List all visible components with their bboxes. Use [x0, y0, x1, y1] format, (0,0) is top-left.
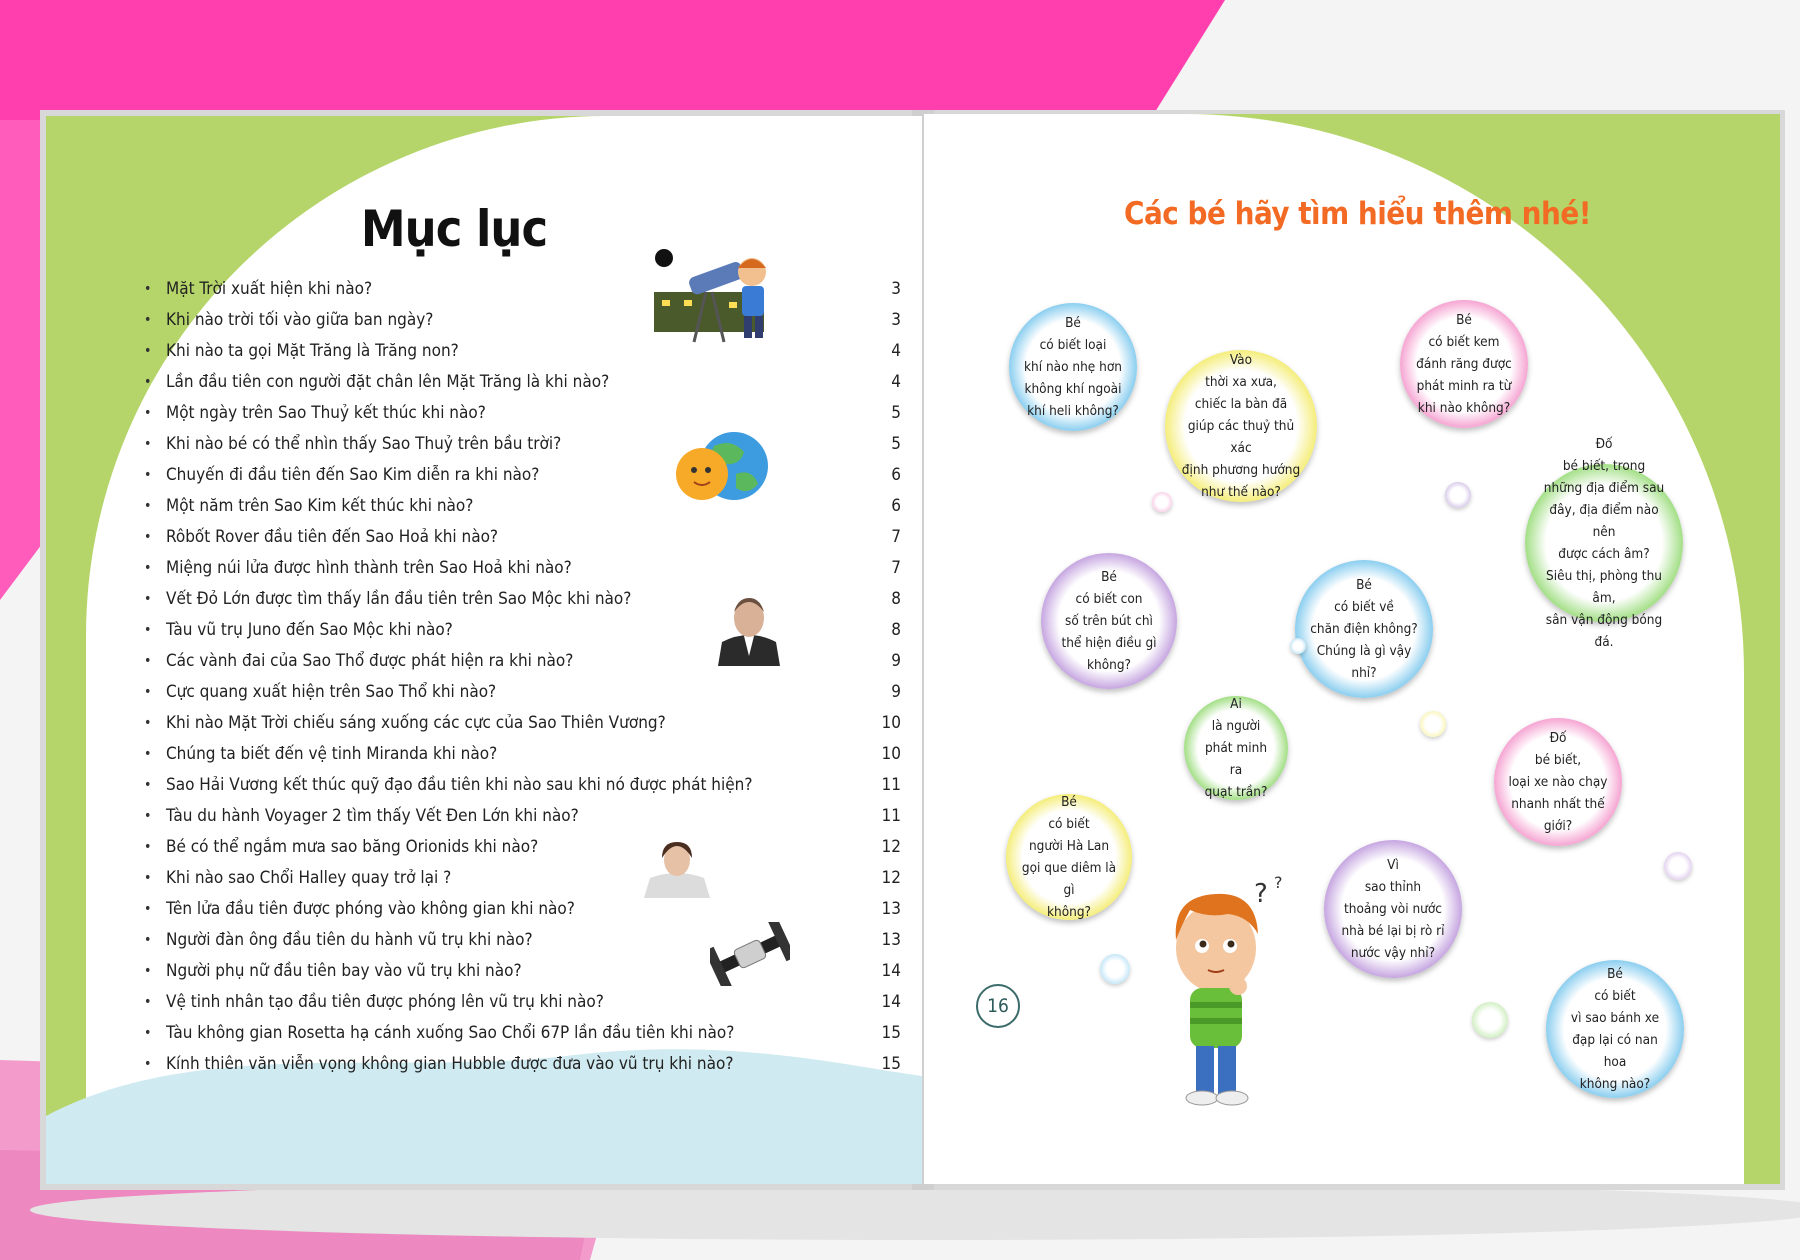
toc-item: [144, 460, 901, 491]
toc-item-page: 12: [881, 868, 901, 888]
toc-item: [144, 863, 901, 894]
toc-list: [144, 274, 901, 1080]
toc-item: [144, 770, 901, 801]
bullet-icon: •: [144, 374, 152, 390]
bullet-icon: •: [144, 343, 152, 359]
bullet-icon: •: [144, 560, 152, 576]
toc-item-page: 3: [891, 310, 901, 330]
toc-item: [144, 677, 901, 708]
bullet-icon: •: [144, 436, 152, 452]
toc-item: [144, 584, 901, 615]
woman-astronaut-photo: [642, 832, 712, 898]
toc-item: [144, 894, 901, 925]
toc-item-page: 11: [881, 775, 901, 795]
toc-title: Mục lục: [360, 200, 548, 258]
question-bubble-text: Ai là người phát minh ra quạt trần?: [1204, 696, 1268, 800]
toc-item-page: 8: [891, 620, 901, 640]
toc-item-text: Người đàn ông đầu tiên du hành vũ trụ khi nào?: [166, 930, 533, 950]
bullet-icon: •: [144, 622, 152, 638]
toc-item: [144, 398, 901, 429]
left-page: [46, 116, 922, 1184]
question-bubble-text: Bé có biết vì sao bánh xe đạp lại có nan hoa không nào?: [1570, 966, 1660, 1092]
toc-item-page: 8: [891, 589, 901, 609]
question-bubble: [1006, 794, 1132, 920]
toc-item-text: Sao Hải Vương kết thúc quỹ đạo đầu tiên khi nào sau khi nó được phát hiện?: [166, 775, 753, 795]
toc-item-text: Bé có thể ngắm mưa sao băng Orionids khi nào?: [166, 837, 539, 857]
toc-item: [144, 708, 901, 739]
toc-item: [144, 522, 901, 553]
toc-item-page: 5: [891, 434, 901, 454]
sun-earth-illustration: [666, 416, 776, 526]
boy-telescope-illustration: [634, 242, 794, 352]
question-bubble: [1184, 696, 1288, 800]
toc-item-text: Một ngày trên Sao Thuỷ kết thúc khi nào?: [166, 403, 486, 423]
toc-item-text: Một năm trên Sao Kim kết thúc khi nào?: [166, 496, 474, 516]
toc-item-page: 15: [881, 1054, 901, 1074]
toc-item-text: Khi nào sao Chổi Halley quay trở lại ?: [166, 868, 452, 888]
question-bubble: [1165, 350, 1317, 502]
toc-item-page: 9: [891, 682, 901, 702]
bullet-icon: •: [144, 746, 152, 762]
toc-item: [144, 925, 901, 956]
question-bubble-text: Vào thời xa xưa, chiếc la bàn đã giúp các thuỷ thủ xác định phương hướng như thế nào?: [1181, 352, 1301, 500]
question-bubble: [1041, 553, 1177, 689]
toc-item-text: Mặt Trời xuất hiện khi nào?: [166, 279, 373, 299]
toc-item: [144, 739, 901, 770]
bullet-icon: •: [144, 715, 152, 731]
space-telescope-illustration: [710, 922, 790, 986]
bullet-icon: •: [144, 405, 152, 421]
bullet-icon: •: [144, 901, 152, 917]
toc-item-page: 5: [891, 403, 901, 423]
toc-item-text: Chuyến đi đầu tiên đến Sao Kim diễn ra khi nào?: [166, 465, 540, 485]
toc-item-page: 6: [891, 465, 901, 485]
toc-item-text: Tàu du hành Voyager 2 tìm thấy Vết Đen Lớn khi nào?: [166, 806, 579, 826]
toc-item-page: 7: [891, 527, 901, 547]
toc-item-text: Khi nào Mặt Trời chiếu sáng xuống các cực của Sao Thiên Vương?: [166, 713, 666, 733]
toc-item-text: Các vành đai của Sao Thổ được phát hiện ra khi nào?: [166, 651, 574, 671]
toc-item-page: 10: [881, 744, 901, 764]
toc-item: [144, 801, 901, 832]
toc-item: [144, 646, 901, 677]
toc-item-text: Vết Đỏ Lớn được tìm thấy lần đầu tiên trên Sao Mộc khi nào?: [166, 589, 632, 609]
toc-item-page: 7: [891, 558, 901, 578]
question-bubble-text: Bé có biết người Hà Lan gọi que diêm là gì không?: [1021, 794, 1117, 920]
question-bubble-text: Vì sao thỉnh thoảng vòi nước nhà bé lại bị rò rỉ nước vậy nhỉ?: [1341, 857, 1445, 961]
toc-item-text: Kính thiên văn viễn vọng không gian Hubble được đưa vào vũ trụ khi nào?: [166, 1054, 734, 1074]
toc-item-page: 4: [891, 341, 901, 361]
decor-dot: [1420, 711, 1446, 737]
decor-dot: [1152, 492, 1172, 512]
toc-item-text: Rôbốt Rover đầu tiên đến Sao Hoả khi nào?: [166, 527, 499, 547]
toc-item-text: Người phụ nữ đầu tiên bay vào vũ trụ khi nào?: [166, 961, 522, 981]
toc-item-page: 11: [881, 806, 901, 826]
toc-item-page: 4: [891, 372, 901, 392]
bullet-icon: •: [144, 932, 152, 948]
man-portrait-photo: [714, 584, 784, 666]
toc-item-text: Khi nào bé có thể nhìn thấy Sao Thuỷ trên bầu trời?: [166, 434, 562, 454]
thinking-boy-illustration: [1154, 870, 1294, 1110]
question-bubble-text: Bé có biết con số trên bút chì thể hiện điều gì không?: [1061, 569, 1157, 673]
decor-dot: [1100, 954, 1130, 984]
decor-dot: [1472, 1002, 1508, 1038]
toc-item-page: 3: [891, 279, 901, 299]
toc-item: [144, 429, 901, 460]
question-bubble: [1295, 560, 1433, 698]
bullet-icon: •: [144, 994, 152, 1010]
toc-item-page: 13: [881, 930, 901, 950]
bullet-icon: •: [144, 529, 152, 545]
question-bubble-text: Đố bé biết, loại xe nào chạy nhanh nhất thế giới?: [1508, 730, 1608, 834]
toc-item-text: Khi nào trời tối vào giữa ban ngày?: [166, 310, 434, 330]
question-bubble: [1009, 303, 1137, 431]
bullet-icon: •: [144, 870, 152, 886]
toc-item-text: Cực quang xuất hiện trên Sao Thổ khi nào?: [166, 682, 497, 702]
right-page-title: Các bé hãy tìm hiểu thêm nhé!: [1124, 196, 1591, 232]
toc-item-text: Lần đầu tiên con người đặt chân lên Mặt Trăng là khi nào?: [166, 372, 610, 392]
toc-item-text: Miệng núi lửa được hình thành trên Sao Hoả khi nào?: [166, 558, 572, 578]
question-bubble: [1494, 718, 1622, 846]
question-bubble-text: Bé có biết loại khí nào nhẹ hơn không khí ngoài khí heli không?: [1024, 315, 1122, 419]
toc-item-text: Tàu không gian Rosetta hạ cánh xuống Sao Chổi 67P lần đầu tiên khi nào?: [166, 1023, 735, 1043]
decor-dot: [1664, 852, 1692, 880]
toc-item-text: Khi nào ta gọi Mặt Trăng là Trăng non?: [166, 341, 459, 361]
bullet-icon: •: [144, 467, 152, 483]
question-bubble-text: Đố bé biết, trong những địa điểm sau đây, địa điểm nào nên được cách âm? Siêu thị, phòng thu âm, sân vận động bóng đá.: [1543, 436, 1665, 650]
toc-item-text: Chúng ta biết đến vệ tinh Miranda khi nào?: [166, 744, 498, 764]
toc-item: [144, 1049, 901, 1080]
bullet-icon: •: [144, 777, 152, 793]
decor-dot: [1290, 638, 1306, 654]
svg-text:?: ?: [1274, 873, 1283, 892]
toc-item: [144, 987, 901, 1018]
bullet-icon: •: [144, 1025, 152, 1041]
svg-text:?: ?: [1254, 879, 1268, 909]
bullet-icon: •: [144, 281, 152, 297]
decor-dot: [1445, 482, 1471, 508]
toc-item-text: Tàu vũ trụ Juno đến Sao Mộc khi nào?: [166, 620, 453, 640]
bullet-icon: •: [144, 684, 152, 700]
toc-item-page: 14: [881, 992, 901, 1012]
toc-item-page: 6: [891, 496, 901, 516]
toc-item-page: 13: [881, 899, 901, 919]
toc-item-page: 9: [891, 651, 901, 671]
bullet-icon: •: [144, 963, 152, 979]
toc-item: [144, 1018, 901, 1049]
toc-item-page: 10: [881, 713, 901, 733]
bullet-icon: •: [144, 653, 152, 669]
bullet-icon: •: [144, 839, 152, 855]
toc-item: [144, 367, 901, 398]
bullet-icon: •: [144, 312, 152, 328]
question-bubble: [1400, 300, 1528, 428]
question-bubble: [1525, 436, 1683, 650]
page-number: 16: [976, 984, 1020, 1028]
toc-item: [144, 553, 901, 584]
toc-item-page: 15: [881, 1023, 901, 1043]
toc-item: [144, 832, 901, 863]
question-bubble-text: Bé có biết kem đánh răng được phát minh ra từ khi nào không?: [1416, 312, 1512, 416]
question-bubble-text: Bé có biết về chăn điện không? Chúng là gì vậy nhỉ?: [1310, 577, 1418, 681]
toc-item-text: Vệ tinh nhân tạo đầu tiên được phóng lên vũ trụ khi nào?: [166, 992, 604, 1012]
toc-item: [144, 491, 901, 522]
bullet-icon: •: [144, 498, 152, 514]
right-page: [924, 114, 1780, 1184]
toc-item: [144, 956, 901, 987]
toc-item: [144, 615, 901, 646]
bullet-icon: •: [144, 808, 152, 824]
question-bubble: [1324, 840, 1462, 978]
toc-item-text: Tên lửa đầu tiên được phóng vào không gian khi nào?: [166, 899, 575, 919]
bullet-icon: •: [144, 591, 152, 607]
toc-item-page: 12: [881, 837, 901, 857]
toc-item-page: 14: [881, 961, 901, 981]
question-bubble: [1546, 960, 1684, 1098]
bullet-icon: •: [144, 1056, 152, 1072]
